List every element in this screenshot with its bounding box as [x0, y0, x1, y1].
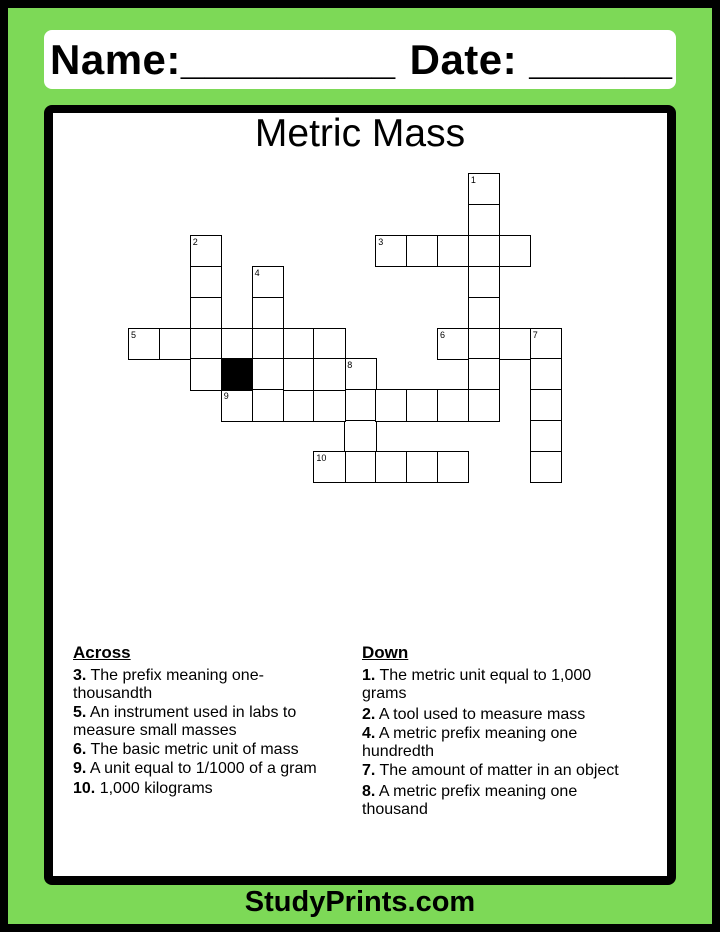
answer-square	[344, 451, 376, 483]
answer-square	[252, 328, 284, 360]
down-clue-2: 2. A tool used to measure mass	[362, 706, 586, 723]
answer-square	[313, 389, 345, 421]
site-footer: StudyPrints.com	[244, 886, 476, 918]
answer-square	[252, 297, 284, 329]
answer-square	[468, 328, 500, 360]
clue-number: 6	[440, 329, 446, 340]
answer-square	[375, 389, 407, 421]
answer-square	[252, 358, 284, 390]
date-label: Date: ______	[409, 35, 673, 83]
clue-number: 1	[470, 175, 476, 185]
puzzle-title: Metric Mass	[254, 112, 466, 155]
answer-square	[530, 451, 562, 483]
answer-square	[190, 358, 222, 390]
answer-square	[437, 235, 469, 267]
across-clue-6: 6. The basic metric unit of mass	[73, 741, 299, 758]
across-clues	[73, 644, 343, 799]
answer-square	[221, 328, 253, 360]
answer-square	[468, 297, 500, 329]
answer-square	[159, 328, 191, 360]
answer-square	[468, 204, 500, 236]
answer-square	[313, 328, 345, 360]
answer-square	[468, 235, 500, 267]
down-clue-1: 1. The metric unit equal to 1,000 grams	[362, 667, 592, 702]
answer-square	[468, 266, 500, 298]
answer-square	[530, 420, 562, 452]
answer-square	[252, 389, 284, 421]
down-clue-7: 7. The amount of matter in an object	[362, 762, 619, 779]
down-clue-4: 4. A metric prefix meaning one hundredth	[362, 725, 578, 760]
clue-number: 8	[347, 360, 353, 371]
clue-number: 3	[378, 236, 384, 247]
answer-square	[190, 328, 222, 360]
clue-number: 10	[316, 453, 327, 464]
answer-square	[499, 328, 531, 360]
answer-square	[437, 389, 469, 421]
down-clue-8: 8. A metric prefix meaning one thousand	[362, 783, 578, 818]
clue-number: 7	[532, 329, 538, 340]
name-label: Name:_________	[50, 35, 396, 83]
answer-square	[468, 389, 500, 421]
answer-square	[530, 389, 562, 421]
across-clue-9: 9. A unit equal to 1/1000 of a gram	[73, 760, 317, 777]
down-clues	[362, 644, 624, 820]
answer-square	[499, 235, 531, 267]
answer-square	[530, 358, 562, 390]
answer-square	[437, 451, 469, 483]
down-heading: Down	[362, 643, 409, 662]
answer-square	[283, 328, 315, 360]
across-heading: Across	[73, 643, 131, 662]
answer-square	[190, 297, 222, 329]
answer-square	[406, 235, 438, 267]
black-square	[221, 358, 253, 390]
clue-number: 2	[192, 236, 198, 247]
answer-square	[190, 266, 222, 298]
answer-square	[406, 389, 438, 421]
answer-square	[283, 358, 315, 390]
answer-square	[468, 358, 500, 390]
clue-number: 9	[223, 391, 229, 402]
answer-square	[344, 389, 376, 421]
clue-number: 5	[131, 329, 137, 340]
answer-square	[313, 358, 345, 390]
across-clue-5: 5. An instrument used in labs to measure small masses	[73, 704, 297, 739]
answer-square	[344, 420, 376, 452]
clue-number: 4	[254, 267, 260, 278]
across-clue-10: 10. 1,000 kilograms	[73, 780, 213, 797]
answer-square	[406, 451, 438, 483]
answer-square	[283, 389, 315, 421]
answer-square	[375, 451, 407, 483]
across-clue-3: 3. The prefix meaning one-thousandth	[73, 667, 264, 702]
